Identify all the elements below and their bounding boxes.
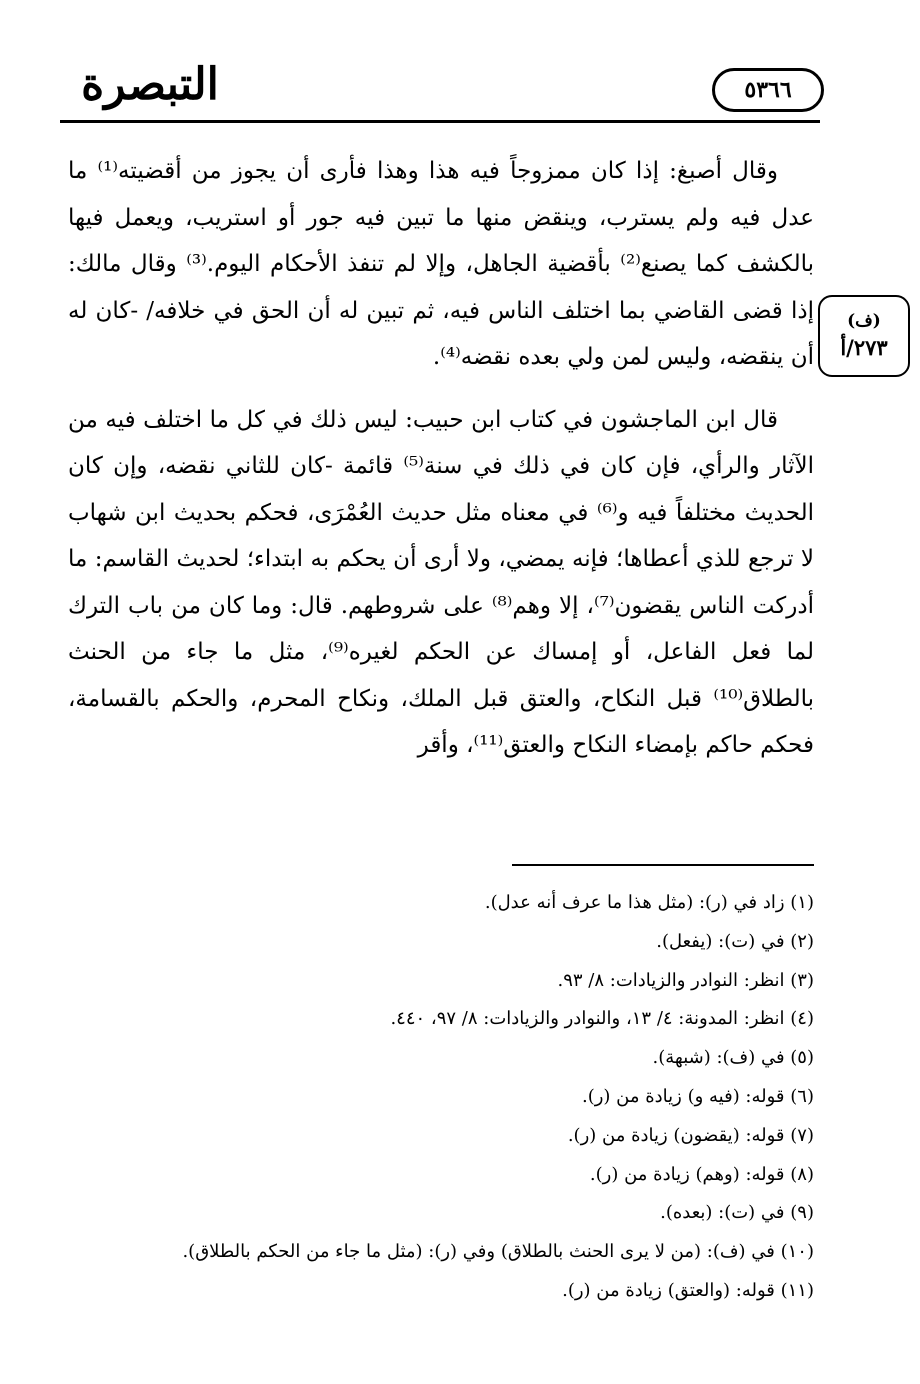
footnotes xyxy=(120,884,814,1311)
footnote: (٥) في (ف): (شبهة). xyxy=(652,1047,814,1069)
footnote: (١١) قوله: (والعتق) زيادة من (ر). xyxy=(562,1279,814,1301)
footnote: (١٠) في (ف): (من لا يرى الحنث بالطلاق) وفي (ر): (مثل ما جاء من الحكم بالطلاق). xyxy=(182,1241,814,1263)
folio-number: ٢٧٣/أ xyxy=(840,335,888,360)
book-title: التبصرة xyxy=(81,59,219,110)
header-rule xyxy=(60,120,820,123)
page-number: ٥٣٦٦ xyxy=(744,77,792,103)
footnote: (٩) في (ت): (بعده). xyxy=(660,1202,814,1224)
footnote-separator xyxy=(512,864,814,866)
footnote: (١) زاد في (ر): (مثل هذا ما عرف أنه عدل). xyxy=(484,892,814,913)
folio-manuscript-label: (ف) xyxy=(847,311,881,331)
paragraph: قال ابن الماجشون في كتاب ابن حبيب: ليس ذلك في كل ما اختلف فيه من الآثار والرأي، فإن كان في ذلك في سنة⁽⁵⁾ قائمة -كان للثاني نقضه، وإن كان الحديث مختلفاً فيه و⁽⁶⁾ في معناه مثل حديث العُمْرَى، فحكم بحديث ابن شهاب لا ترجع للذي أعطاها؛ فإنه يمضي، ولا أرى أن يحكم به ابتداء؛ لحديث القاسم: ما أدركت الناس يقضون⁽⁷⁾، إلا وهم⁽⁸⁾ على شروطهم. قال: وما كان من باب الترك لما فعل الفاعل، أو إمساك عن الحكم لغيره⁽⁹⁾، مثل ما جاء من الحنث بالطلاق⁽¹⁰⁾ قبل النكاح، والعتق قبل الملك، ونكاح المحرم، والحكم بالقسامة، فحكم حاكم بإمضاء النكاح والعتق⁽¹¹⁾، وأقر xyxy=(68,406,815,758)
footnote: (٦) قوله: (فيه و) زيادة من (ر). xyxy=(581,1085,814,1107)
footnote: (٨) قوله: (وهم) زيادة من (ر). xyxy=(589,1163,814,1185)
footnote: (٣) انظر: النوادر والزيادات: ٨/ ٩٣. xyxy=(557,969,814,991)
footnote: (٤) انظر: المدونة: ٤/ ١٣، والنوادر والزيادات: ٨/ ٩٧، ٤٤٠. xyxy=(390,1008,814,1030)
paragraph: وقال أصبغ: إذا كان ممزوجاً فيه هذا وهذا فأرى أن يجوز من أقضيته⁽¹⁾ ما عدل فيه ولم يسترب، وينقض منها ما تبين فيه جور أو استريب، ويعمل فيها بالكشف كما يصنع⁽²⁾ بأقضية الجاهل، وإلا لم تنفذ الأحكام اليوم.⁽³⁾ وقال مالك: إذا قضى القاضي بما اختلف الناس فيه، ثم تبين له أن الحق في خلافه/ -كان له أن ينقضه، وليس لمن ولي بعده نقضه⁽⁴⁾. xyxy=(68,158,814,370)
footnote: (٢) في (ت): (يفعل). xyxy=(656,930,814,952)
main-text xyxy=(68,148,814,769)
page-number-badge xyxy=(712,68,824,112)
page-header xyxy=(60,48,820,128)
footnote: (٧) قوله: (يقضون) زيادة من (ر). xyxy=(567,1124,814,1146)
manuscript-folio-marker xyxy=(818,295,910,377)
